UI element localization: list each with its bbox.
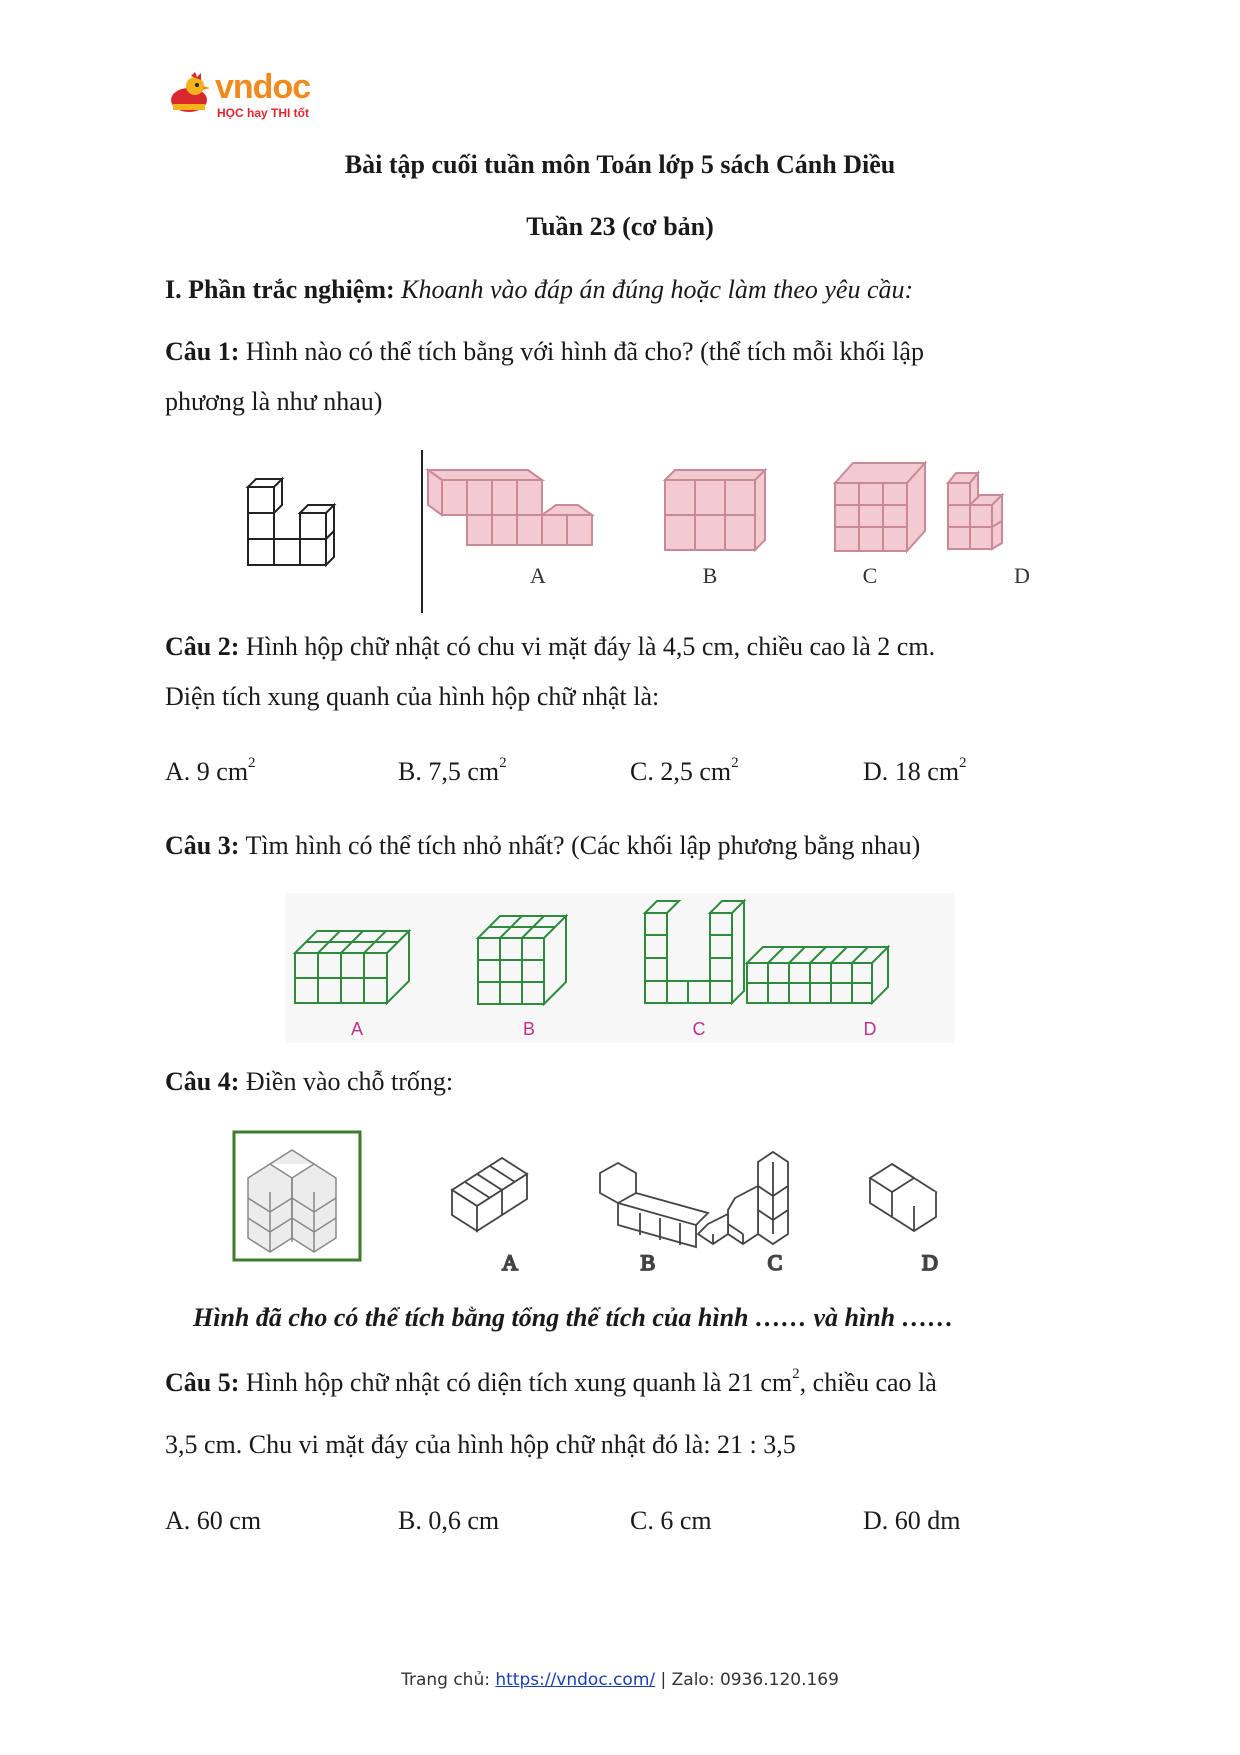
q3-label: Câu 3: [165,831,240,860]
q2-label: Câu 2: [165,632,240,661]
q4-line [165,1067,453,1097]
q2-text-line2: Diện tích xung quanh của hình hộp chữ nhật là: [165,682,660,711]
q1-option-a-shape [428,470,592,545]
q3-label-a: A [350,1019,364,1039]
q1-option-d-shape [948,473,1002,549]
q1-figure [220,445,1100,620]
q1-label-c: C [862,563,878,588]
q1-line1 [165,337,924,367]
q4-label-d: D [922,1250,938,1275]
q4-option-d-shape [870,1164,936,1231]
q2-option-d[interactable]: D. 18 $cm^2$ [863,755,967,786]
q2-option-b[interactable]: B. 7,5 $cm^2$ [398,755,507,786]
rooster-mascot-icon [165,70,213,118]
logo-wordmark: vndoc [215,68,311,106]
q4-option-b-shape [600,1163,708,1247]
q3-figure [285,893,955,1043]
q5-option-c[interactable]: C. 6 cm [630,1506,712,1535]
q5-line1 [165,1368,937,1398]
q5-option-a[interactable]: A. 60 cm [165,1506,262,1535]
q4-text: Điền vào chỗ trống: [245,1067,454,1096]
q5-option-b[interactable]: B. 0,6 cm [398,1506,500,1535]
q4-option-c-shape [698,1152,788,1244]
section-heading [165,275,913,305]
q1-text-line2: phương là như nhau) [165,387,383,416]
q1-label-a: A [530,563,546,588]
page-title: Bài tập cuối tuần môn Toán lớp 5 sách Cánh Diều [344,150,896,179]
q1-option-c-shape [835,463,925,551]
q3-label-b: B [522,1019,536,1039]
q1-given-shape [248,479,334,565]
section-label: I. Phần trắc nghiệm: [165,275,395,304]
q2-option-c[interactable]: C. 2,5 $cm^2$ [630,755,739,786]
footer [0,1670,1240,1690]
footer-home-link[interactable]: https://vndoc.com/ [495,1670,656,1690]
q4-figure [230,1128,1020,1288]
q5-label: Câu 5: [165,1368,240,1397]
q1-label-d: D [1014,563,1030,588]
q4-label-b: B [640,1250,656,1275]
q5-text-line1a: Hình hộp chữ nhật có diện tích xung quanh là 21 cm [245,1368,793,1397]
q3-line [165,831,920,861]
q4-label: Câu 4: [165,1067,240,1096]
vndoc-logo[interactable] [165,68,325,128]
q5-text-line1b: , chiều cao là [799,1368,937,1397]
q1-label-b: B [702,563,718,588]
q5-text-line2: 3,5 cm. Chu vi mặt đáy của hình hộp chữ nhật đó là: 21 : 3,5 [165,1430,796,1459]
footer-prefix: Trang chủ: [401,1670,490,1690]
q3-label-d: D [863,1019,877,1039]
section-instruction: Khoanh vào đáp án đúng hoặc làm theo yêu cầu: [401,275,914,304]
q4-label-c: C [767,1250,783,1275]
q5-option-d[interactable]: D. 60 dm [863,1506,961,1535]
q4-statement: Hình đã cho có thể tích bằng tổng thể tích của hình …… và hình …… [193,1303,954,1332]
q2-option-a[interactable]: A. 9 $cm^2$ [165,755,256,786]
q1-text-line1: Hình nào có thể tích bằng với hình đã cho? (thể tích mỗi khối lập [245,337,924,366]
page-subtitle: Tuần 23 (cơ bản) [526,212,714,241]
logo-tagline: HỌC hay THI tốt [217,106,309,120]
q2-text-line1: Hình hộp chữ nhật có chu vi mặt đáy là 4,5 cm, chiều cao là 2 cm. [245,632,936,661]
q1-label: Câu 1: [165,337,240,366]
q3-label-c: C [692,1019,706,1039]
q2-line1 [165,632,935,662]
q1-option-b-shape [665,470,765,550]
footer-zalo: | Zalo: 0936.120.169 [660,1670,839,1690]
q4-option-a-shape [452,1158,527,1231]
q5-text-sup: 2 [792,1366,800,1382]
q3-text: Tìm hình có thể tích nhỏ nhất? (Các khối lập phương bằng nhau) [245,831,921,860]
q4-label-a: A [502,1250,518,1275]
